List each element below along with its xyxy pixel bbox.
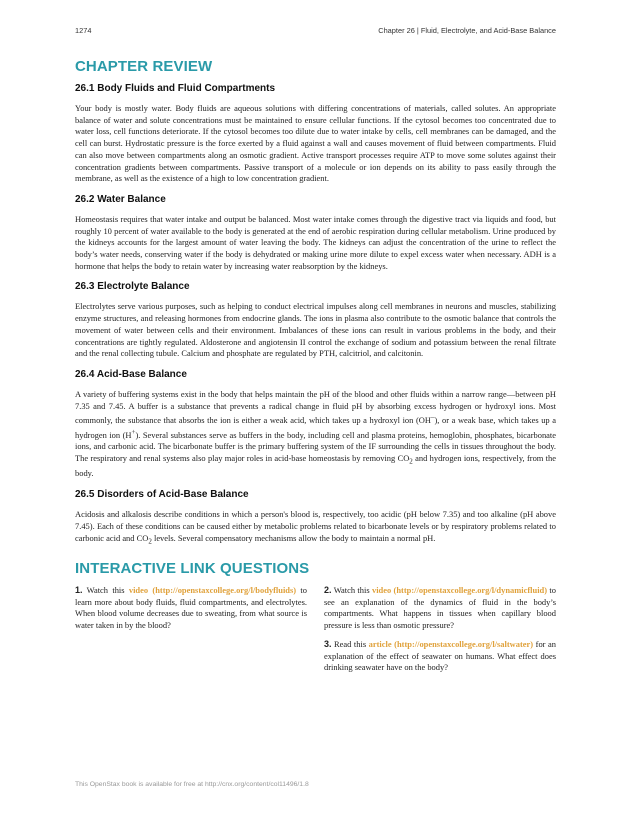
section-heading: 26.2 Water Balance <box>75 193 166 205</box>
question-number: 1. <box>75 584 83 595</box>
page-footer: This OpenStax book is available for free at http://cnx.org/content/col11496/1.8 <box>75 781 309 788</box>
superscript: + <box>131 427 136 436</box>
question-text: for an explanation of the effect of seawater on humans. What effect does drinking seawater have on the body? <box>324 638 556 673</box>
question-number: 3. <box>324 638 332 649</box>
questions-columns <box>75 585 556 681</box>
section-paragraph: Electrolytes serve various purposes, such as helping to conduct electrical impulses along cell membranes in neurons and muscles, stabilizing enzyme structures, and releasing hormones from endocrine glands. The ions in plasma also contribute to the osmotic balance that controls the movement of water between cells and their environment. Imbalances of these ions can result in various problems in the body, and their concentrations are tightly regulated. Aldosterone and angiotensin II control the exchange of sodium and potassium between the renal filtrate and the renal collecting tubule. Calcium and phosphate are regulated by PTH, calcitriol, and calcitonin. <box>75 301 556 359</box>
chapter-review-heading: CHAPTER REVIEW <box>75 58 213 75</box>
question-text: Read this <box>331 638 369 649</box>
paragraph-text: ), or a weak base, which takes up a hydrogen ion (H <box>75 415 556 440</box>
question-text: Watch this <box>331 584 372 595</box>
section-heading: 26.1 Body Fluids and Fluid Compartments <box>75 83 276 94</box>
question-link[interactable]: video (http://openstaxcollege.org/l/bodyfluids) <box>128 584 297 595</box>
paragraph-text: Acidosis and alkalosis describe conditions in which a person's blood is, respectively, too acidic (pH below 7.35) and too alkaline (pH above 7.45). Each of these conditions can be caused either by metabolic problems related to bicarbonate levels or by respiratory problems related to carbonic acid and CO <box>75 509 556 543</box>
question-item <box>324 585 556 632</box>
page-number: 1274 <box>75 26 92 35</box>
interactive-heading: INTERACTIVE LINK QUESTIONS <box>75 559 310 577</box>
paragraph-text: A variety of buffering systems exist in the body that helps maintain the pH of the blood and other fluids within a narrow range—between pH 7.35 and 7.45. A buffer is a substance that prevents a radical change in fluid pH by absorbing excess hydrogen or hydroxyl ions. Most commonly, the substance that absorbs the ion is either a weak acid, which takes up a hydroxyl ion (OH <box>75 388 556 426</box>
question-link[interactable]: article (http://openstaxcollege.org/l/saltwater) <box>368 638 534 649</box>
section-heading: 26.5 Disorders of Acid-Base Balance <box>75 489 249 501</box>
question-text: to learn more about body fluids, fluid compartments, and electrolytes. When blood volume decreases due to sweating, from what source is water taken in by the blood? <box>75 584 307 631</box>
chapter-title: Chapter 26 | Fluid, Electrolyte, and Acid-Base Balance <box>378 26 556 35</box>
section-heading: 26.4 Acid-Base Balance <box>75 368 187 380</box>
page-header <box>75 26 556 38</box>
question-item <box>75 585 307 632</box>
superscript: – <box>430 413 435 422</box>
question-number: 2. <box>324 584 332 595</box>
question-link[interactable]: video (http://openstaxcollege.org/l/dynamicfluid) <box>371 584 548 595</box>
questions-left-column <box>75 585 307 681</box>
section-paragraph <box>75 509 556 548</box>
section-heading: 26.3 Electrolyte Balance <box>75 281 190 293</box>
paragraph-text: levels. Several compensatory mechanisms allow the body to maintain a normal pH. <box>151 532 436 543</box>
question-item <box>324 639 556 674</box>
questions-right-column <box>324 585 556 681</box>
page-content <box>75 58 556 681</box>
question-text: Watch this <box>82 584 129 595</box>
paragraph-text: and hydrogen ions, respectively, from the body. <box>75 453 556 479</box>
section-paragraph: Your body is mostly water. Body fluids are aqueous solutions with differing concentrations of materials, called solutes. An appropriate balance of water and solute concentrations must be maintained to ensure cellular functions. If the cytosol becomes too concentrated due to water loss, cell functions deteriorate. If the cytosol becomes too dilute due to water intake by cells, cell membranes can be damaged, and the cell can burst. Hydrostatic pressure is the force exerted by a fluid against a wall and causes movement of fluid between compartments. Fluid can also move between compartments along an osmotic gradient. Active transport processes require ATP to move some solutes against their concentration gradients between compartments. Passive transport of a molecule or ion depends on its ability to pass easily through the membrane, as well as the existence of a high to low concentration gradient. <box>75 103 556 184</box>
subscript: 2 <box>409 457 413 466</box>
section-paragraph: Homeostasis requires that water intake and output be balanced. Most water intake comes through the digestive tract via liquids and food, but roughly 10 percent of water available to the body is generated at the end of aerobic respiration during cellular metabolism. Urine produced by the kidneys accounts for the largest amount of water leaving the body. The kidneys can adjust the concentration of the urine to reflect the body’s water needs, conserving water if the body is dehydrated or making urine more dilute to expel excess water when necessary. ADH is a hormone that helps the body to retain water by increasing water reabsorption by the kidneys. <box>75 213 556 271</box>
paragraph-text: ). Several substances serve as buffers in the body, including cell and plasma proteins, hemoglobin, phosphates, bicarbonate ions, and carbonic acid. The bicarbonate buffer is the primary buffering system of the IF surrounding the cells in tissues throughout the body. The respiratory and renal systems also play major roles in acid-base homeostasis by removing CO <box>75 429 556 464</box>
subscript: 2 <box>148 537 152 546</box>
section-paragraph <box>75 389 556 480</box>
question-text: to see an explanation of the dynamics of fluid in the body’s compartments. What happens in tissues when capillary blood pressure is less than osmotic pressure? <box>324 584 556 631</box>
